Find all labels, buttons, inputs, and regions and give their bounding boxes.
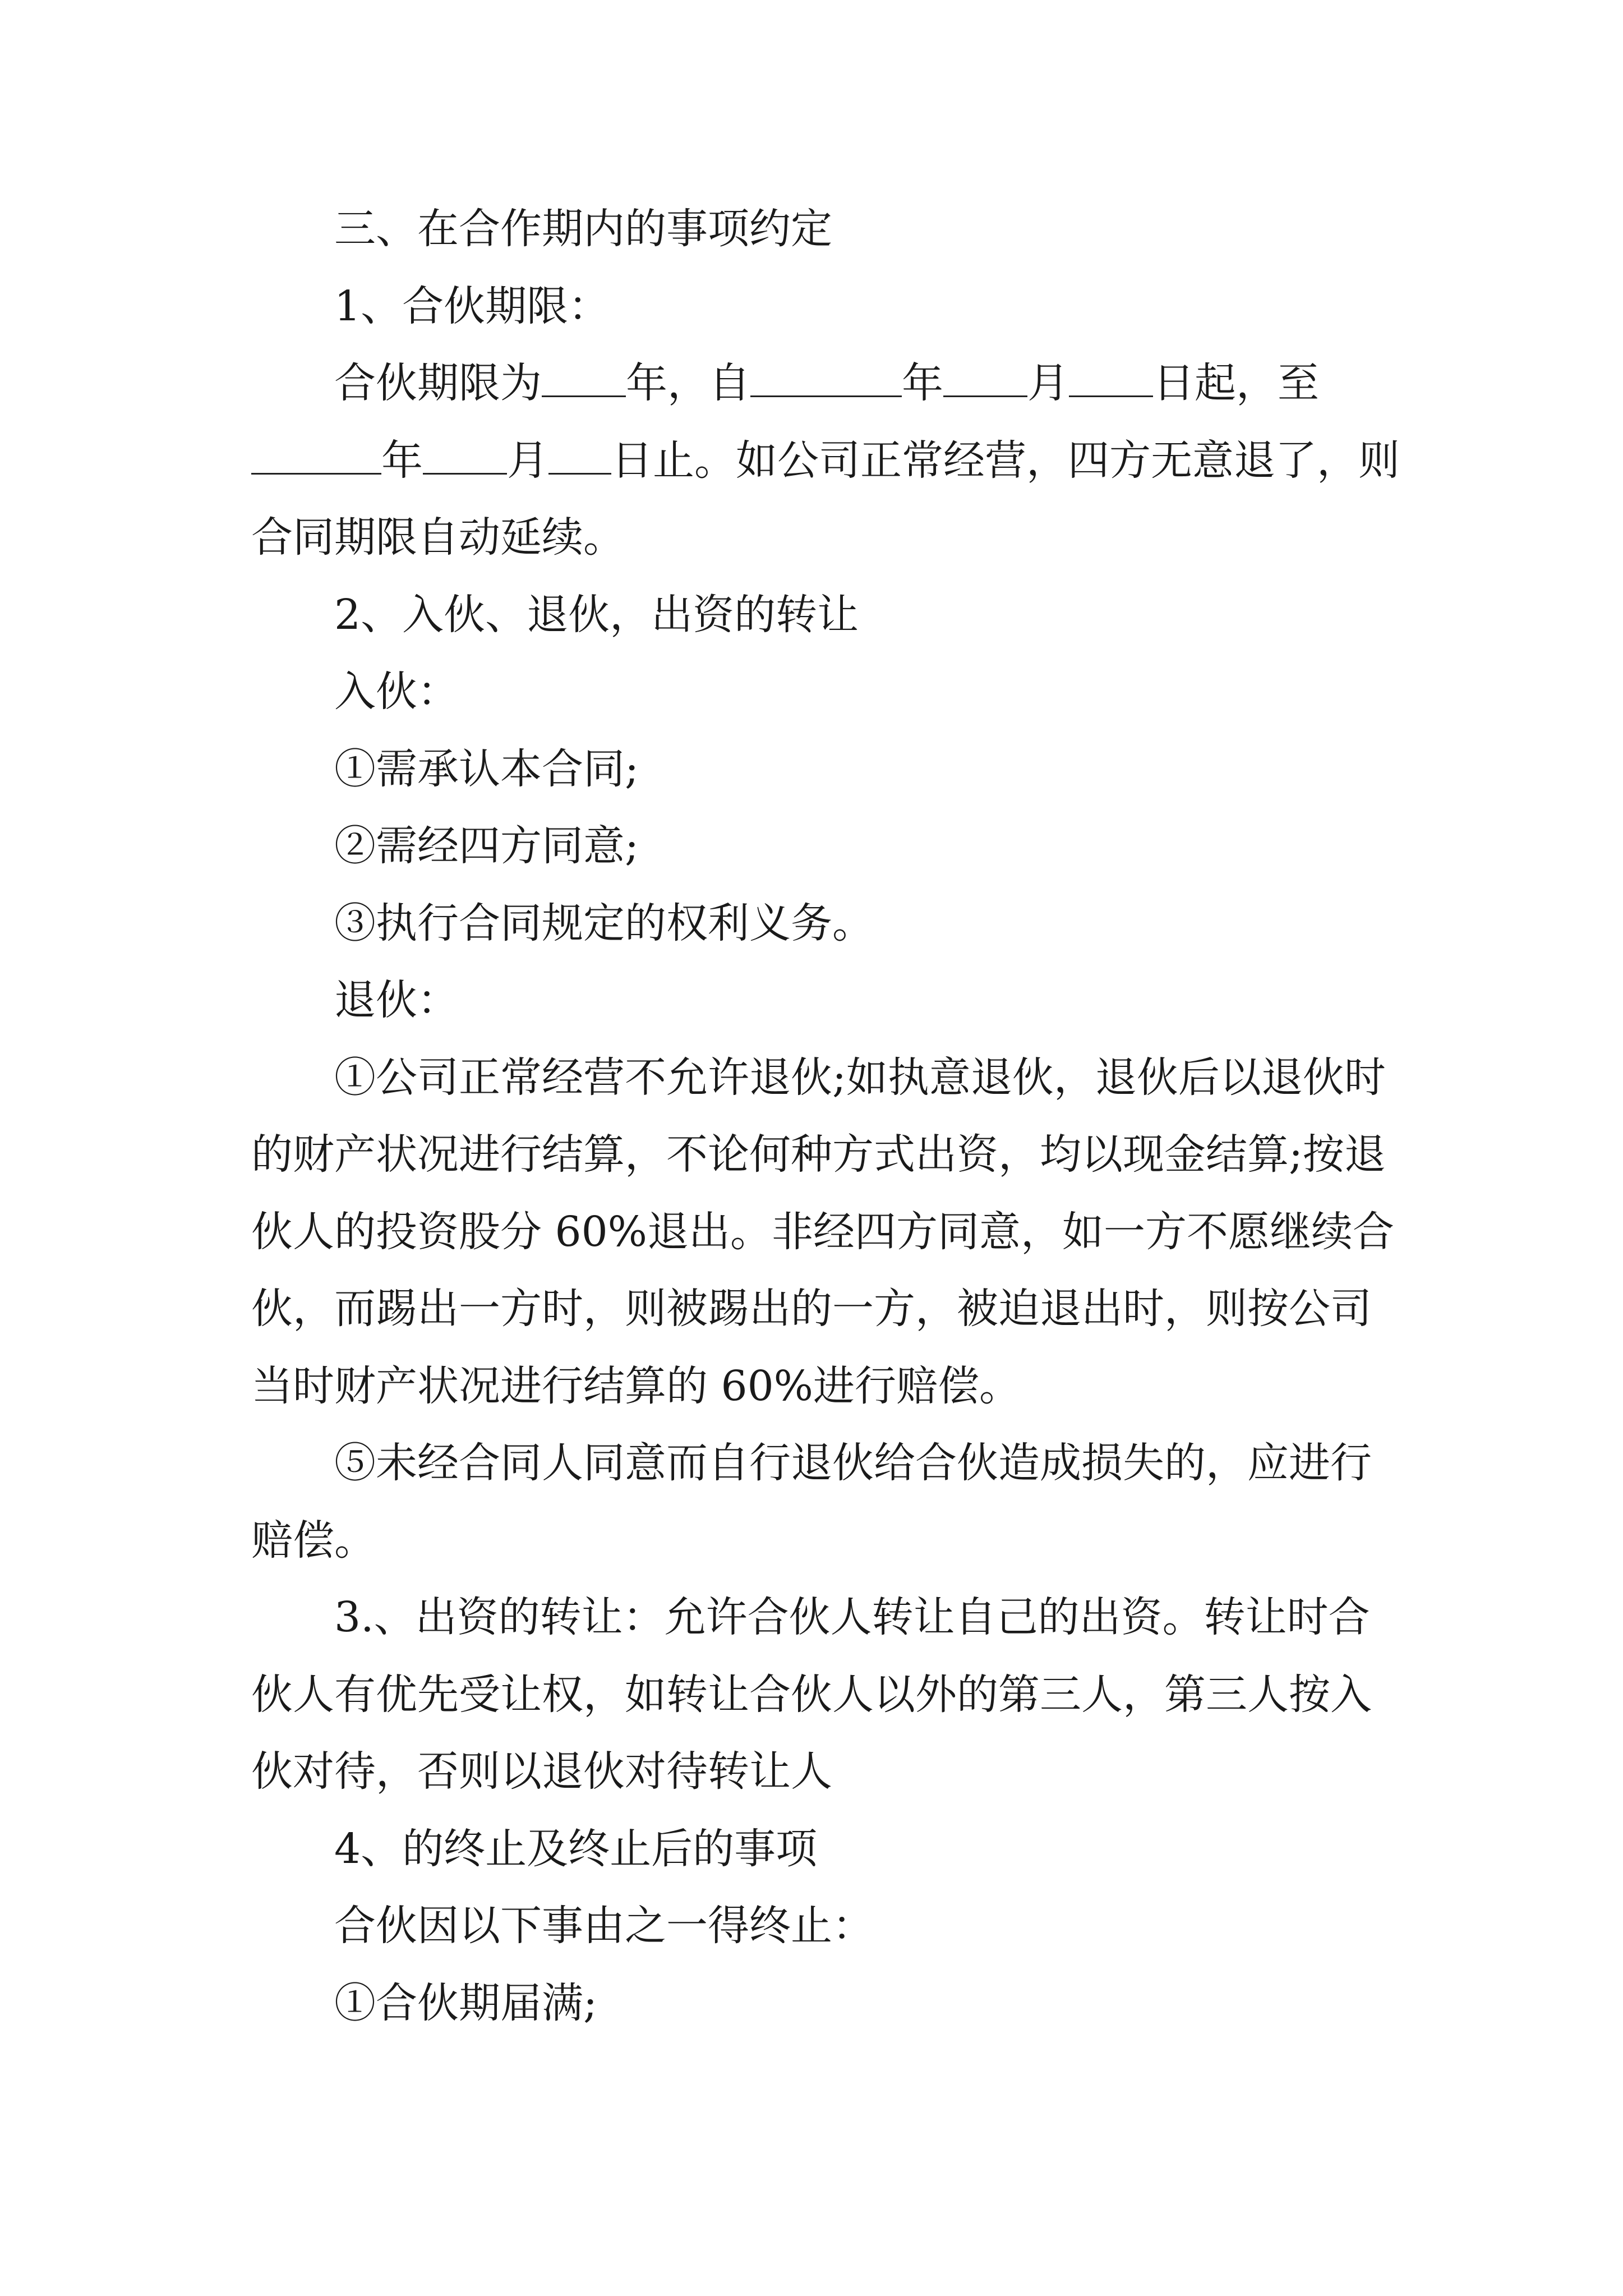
withdraw-title: 退伙： xyxy=(334,976,459,1024)
withdraw-paragraph-1: ①公司正常经营不允许退伙;如执意退伙，退伙后以退伙时的财产状况进行结算，不论何种方式出资，均以现金结算;按退伙人的投资股分 60%退出。非经四方同意，如一方不愿继续合伙，而踢出一方时，则被踢出的一方，被迫退出时，则按公司当时财产状况进行结算的 60%进行赔偿。 xyxy=(251,1053,1394,1410)
blank-start-month xyxy=(943,395,1027,397)
blank-end-day xyxy=(548,472,611,475)
join-item: ②需经四方同意; xyxy=(334,822,639,870)
document-page xyxy=(251,191,1407,2042)
item4-title: 4、的终止及终止后的事项 xyxy=(334,1824,818,1873)
withdraw-paragraph-2: ⑤未经合同人同意而自行退伙给合伙造成损失的，应进行赔偿。 xyxy=(251,1439,1372,1565)
termination-item: ①合伙期届满; xyxy=(334,1978,597,2027)
item1-title: 1、合伙期限： xyxy=(334,282,610,330)
blank-years xyxy=(542,395,626,397)
section-title: 三、在合作期内的事项约定 xyxy=(334,205,832,253)
join-item: ③执行合同规定的权利义务。 xyxy=(334,899,874,947)
blank-start-year xyxy=(750,395,902,397)
blank-end-year xyxy=(251,472,381,475)
term-paragraph: 合伙期限为 年，自 年 月 日起，至年 月 日止。如公司正常经营，四方无意退了，则合同期限自动延续。 xyxy=(251,359,1400,562)
join-title: 入伙： xyxy=(334,668,459,716)
blank-end-month xyxy=(423,472,507,475)
join-item: ①需承认本合同; xyxy=(334,744,639,793)
item3-paragraph: 3.、出资的转让：允许合伙人转让自己的出资。转让时合伙人有优先受让权，如转让合伙人以外的第三人，第三人按入伙对待，否则以退伙对待转让人 xyxy=(251,1593,1372,1796)
termination-intro: 合伙因以下事由之一得终止： xyxy=(334,1902,874,1950)
blank-start-day xyxy=(1069,395,1153,397)
item2-title: 2、入伙、退伙，出资的转让 xyxy=(334,590,859,639)
